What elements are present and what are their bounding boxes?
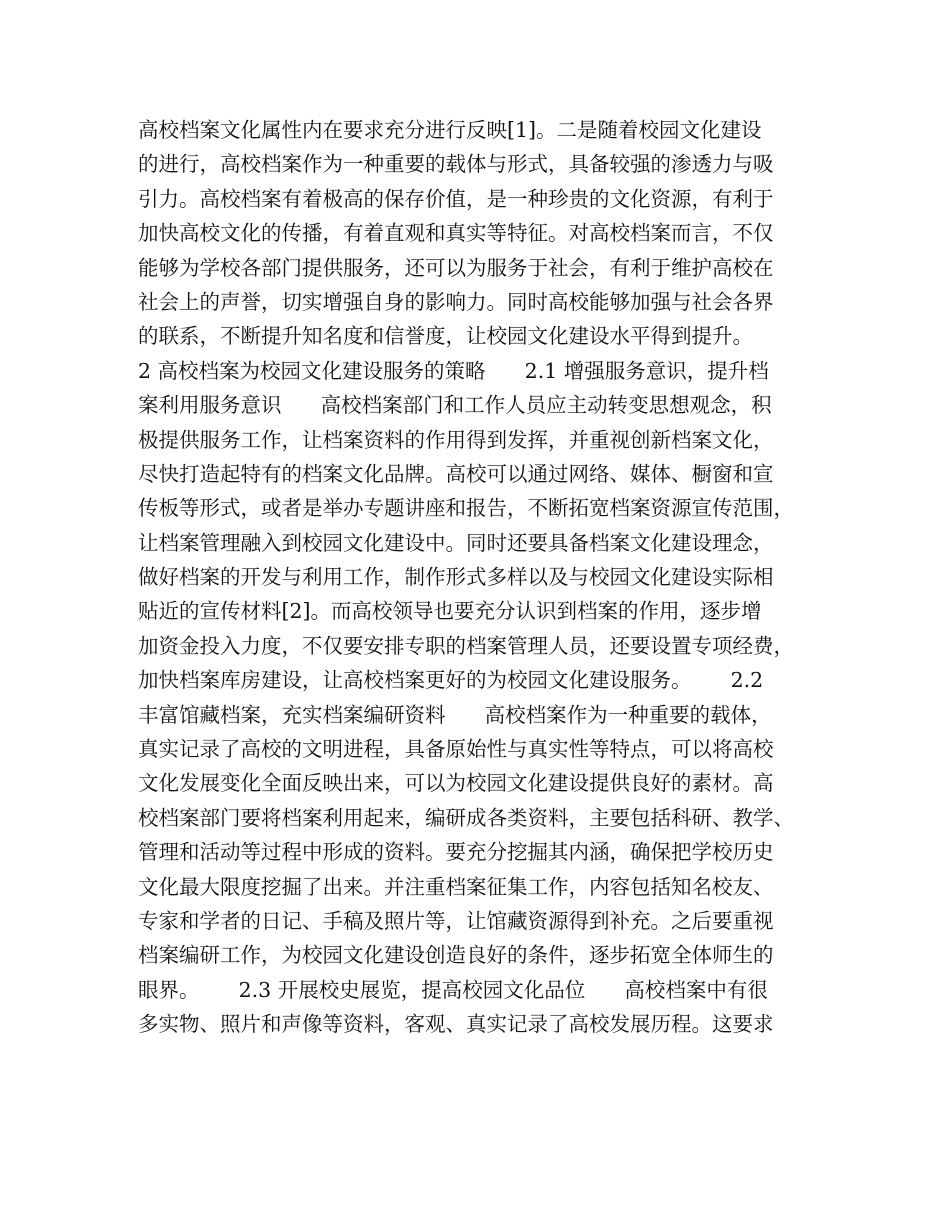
text-line: 传板等形式，或者是举办专题讲座和报告，不断拓宽档案资源宣传范围，: [138, 496, 794, 521]
text-line: 文化最大限度挖掘了出来。并注重档案征集工作，内容包括知名校友、: [138, 874, 774, 899]
text-line: 高校档案文化属性内在要求充分进行反映[1]。二是随着校园文化建设: [138, 118, 762, 142]
text-line: 加快档案库房建设，让高校档案更好的为校园文化建设服务。 2.2: [138, 668, 764, 693]
body-text: [138, 113, 828, 1042]
text-line: 多实物、照片和声像等资料，客观、真实记录了高校发展历程。这要求: [138, 1012, 774, 1037]
text-line: 校档案部门要将档案利用起来，编研成各类资料，主要包括科研、教学、: [138, 805, 794, 830]
text-line: 真实记录了高校的文明进程，具备原始性与真实性等特点，可以将高校: [138, 737, 774, 762]
text-line: 专家和学者的日记、手稿及照片等，让馆藏资源得到补充。之后要重视: [138, 908, 774, 933]
text-line: 眼界。 2.3 开展校史展览，提高校园文化品位 高校档案中有很: [138, 977, 768, 1002]
text-line: 管理和活动等过程中形成的资料。要充分挖掘其内涵，确保把学校历史: [138, 840, 774, 865]
text-line: 档案编研工作，为校园文化建设创造良好的条件，逐步拓宽全体师生的: [138, 943, 774, 968]
text-line: 加资金投入力度，不仅要安排专职的档案管理人员，还要设置专项经费，: [138, 633, 794, 658]
text-line: 引力。高校档案有着极高的保存价值，是一种珍贵的文化资源，有利于: [138, 186, 774, 211]
text-line: 贴近的宣传材料[2]。而高校领导也要充分认识到档案的作用，逐步增: [138, 599, 762, 624]
text-line: 极提供服务工作，让档案资料的作用得到发挥，并重视创新档案文化，: [138, 427, 774, 452]
text-line: 的进行，高校档案作为一种重要的载体与形式，具备较强的渗透力与吸: [138, 152, 774, 177]
text-line: 丰富馆藏档案，充实档案编研资料 高校档案作为一种重要的载体，: [138, 702, 772, 727]
text-line: 案利用服务意识 高校档案部门和工作人员应主动转变思想观念，积: [138, 393, 772, 418]
text-line: 文化发展变化全面反映出来，可以为校园文化建设提供良好的素材。高: [138, 771, 774, 796]
text-line: 2 高校档案为校园文化建设服务的策略 2.1 增强服务意识，提升档: [138, 358, 769, 383]
text-line: 让档案管理融入到校园文化建设中。同时还要具备档案文化建设理念，: [138, 530, 774, 555]
text-line: 做好档案的开发与利用工作，制作形式多样以及与校园文化建设实际相: [138, 565, 774, 590]
text-line: 的联系，不断提升知名度和信誉度，让校园文化建设水平得到提升。: [138, 324, 753, 349]
text-line: 社会上的声誉，切实增强自身的影响力。同时高校能够加强与社会各界: [138, 289, 774, 314]
text-line: 加快高校文化的传播，有着直观和真实等特征。对高校档案而言，不仅: [138, 221, 774, 246]
text-line: 能够为学校各部门提供服务，还可以为服务于社会，有利于维护高校在: [138, 255, 774, 280]
text-line: 尽快打造起特有的档案文化品牌。高校可以通过网络、媒体、橱窗和宣: [138, 461, 774, 486]
